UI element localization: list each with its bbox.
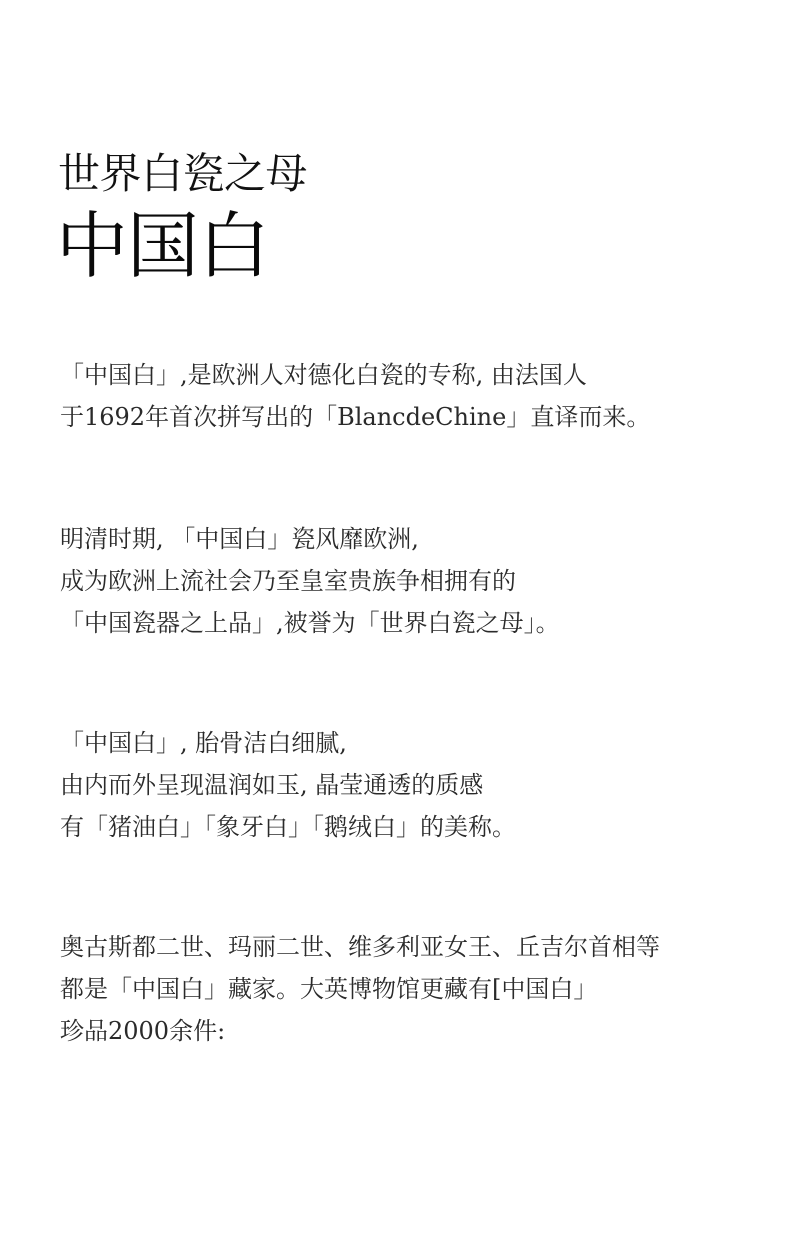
paragraph-line: 由内而外呈现温润如玉, 晶莹通透的质感 — [60, 771, 484, 799]
page-title: 中国白 — [56, 204, 270, 288]
paragraph-line: 成为欧洲上流社会乃至皇室贵族争相拥有的 — [60, 567, 516, 595]
paragraph-line: 有「猪油白」「象牙白」「鹅绒白」的美称。 — [60, 813, 516, 841]
paragraph-origin — [60, 354, 760, 438]
paragraph-line: 珍品2000余件: — [60, 1017, 226, 1045]
paragraph-collectors — [60, 926, 760, 1052]
paragraph-line: 于1692年首次拼写出的「BlancdeChine」直译而来。 — [60, 403, 651, 431]
paragraph-line: 奥古斯都二世、玛丽二世、维多利亚女王、丘吉尔首相等 — [60, 933, 660, 961]
paragraph-quality — [60, 722, 760, 848]
paragraph-line: 都是「中国白」藏家。大英博物馆更藏有[中国白」 — [60, 975, 598, 1003]
paragraph-line: 明清时期, 「中国白」瓷风靡欧洲, — [60, 525, 419, 553]
paragraph-line: 「中国瓷器之上品」,被誉为「世界白瓷之母」。 — [60, 609, 560, 637]
paragraph-line: 「中国白」, 胎骨洁白细腻, — [60, 729, 347, 757]
paragraph-history — [60, 518, 760, 644]
page-subtitle: 世界白瓷之母 — [58, 149, 308, 198]
paragraph-line: 「中国白」,是欧洲人对德化白瓷的专称, 由法国人 — [60, 361, 587, 389]
